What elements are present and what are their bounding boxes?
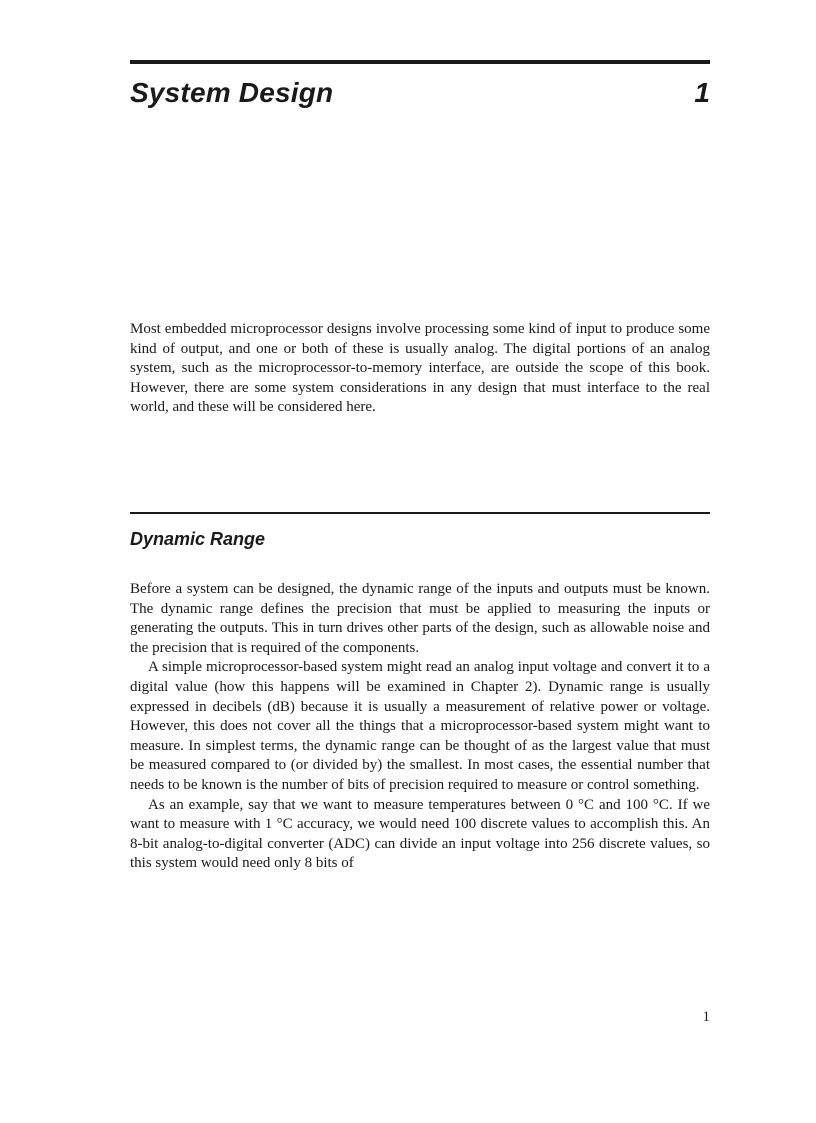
chapter-top-rule (130, 60, 710, 64)
section-paragraph: Before a system can be designed, the dynamic range of the inputs and outputs must be known. The dynamic range defines the precision that must be applied to measuring the inputs or generating the outputs. This in turn drives other parts of the design, such as allowable noise and the precision that is required of the components. (130, 581, 710, 656)
chapter-number: 1 (694, 77, 710, 108)
section-rule (130, 512, 710, 514)
chapter-title: System Design (130, 77, 334, 108)
section-paragraph: As an example, say that we want to measure temperatures between 0 °C and 100 °C. If we want to measure with 1 °C accuracy, we would need 100 discrete values to accomplish this. An 8-bit analog-to-digital converter (ADC) can divide an input voltage into 256 discrete values, so this system would need only 8 bits of (130, 796, 710, 872)
page-number: 1 (702, 1009, 710, 1025)
section-body (130, 580, 710, 874)
intro-paragraph: Most embedded microprocessor designs involve processing some kind of input to produce some kind of output, and one or both of these is usually analog. The digital portions of an analog system, such as the microprocessor-to-memory interface, are outside the scope of this book. However, there are some system considerations in any design that must interface to the real world, and these will be considered here. (130, 321, 710, 416)
section-title: Dynamic Range (130, 529, 266, 549)
section-paragraph: A simple microprocessor-based system might read an analog input voltage and convert it to a digital value (how this happens will be examined in Chapter 2). Dynamic range is usually expressed in decibels (dB) because it is usually a measurement of relative power or voltage. However, this does not cover all the things that a microprocessor-based system might want to measure. In simplest terms, the dynamic range can be thought of as the largest value that must be measured compared to (or divided by) the smallest. In most cases, the essential number that needs to be known is the number of bits of precision required to measure or control something. (130, 659, 710, 793)
intro-section (130, 320, 710, 418)
